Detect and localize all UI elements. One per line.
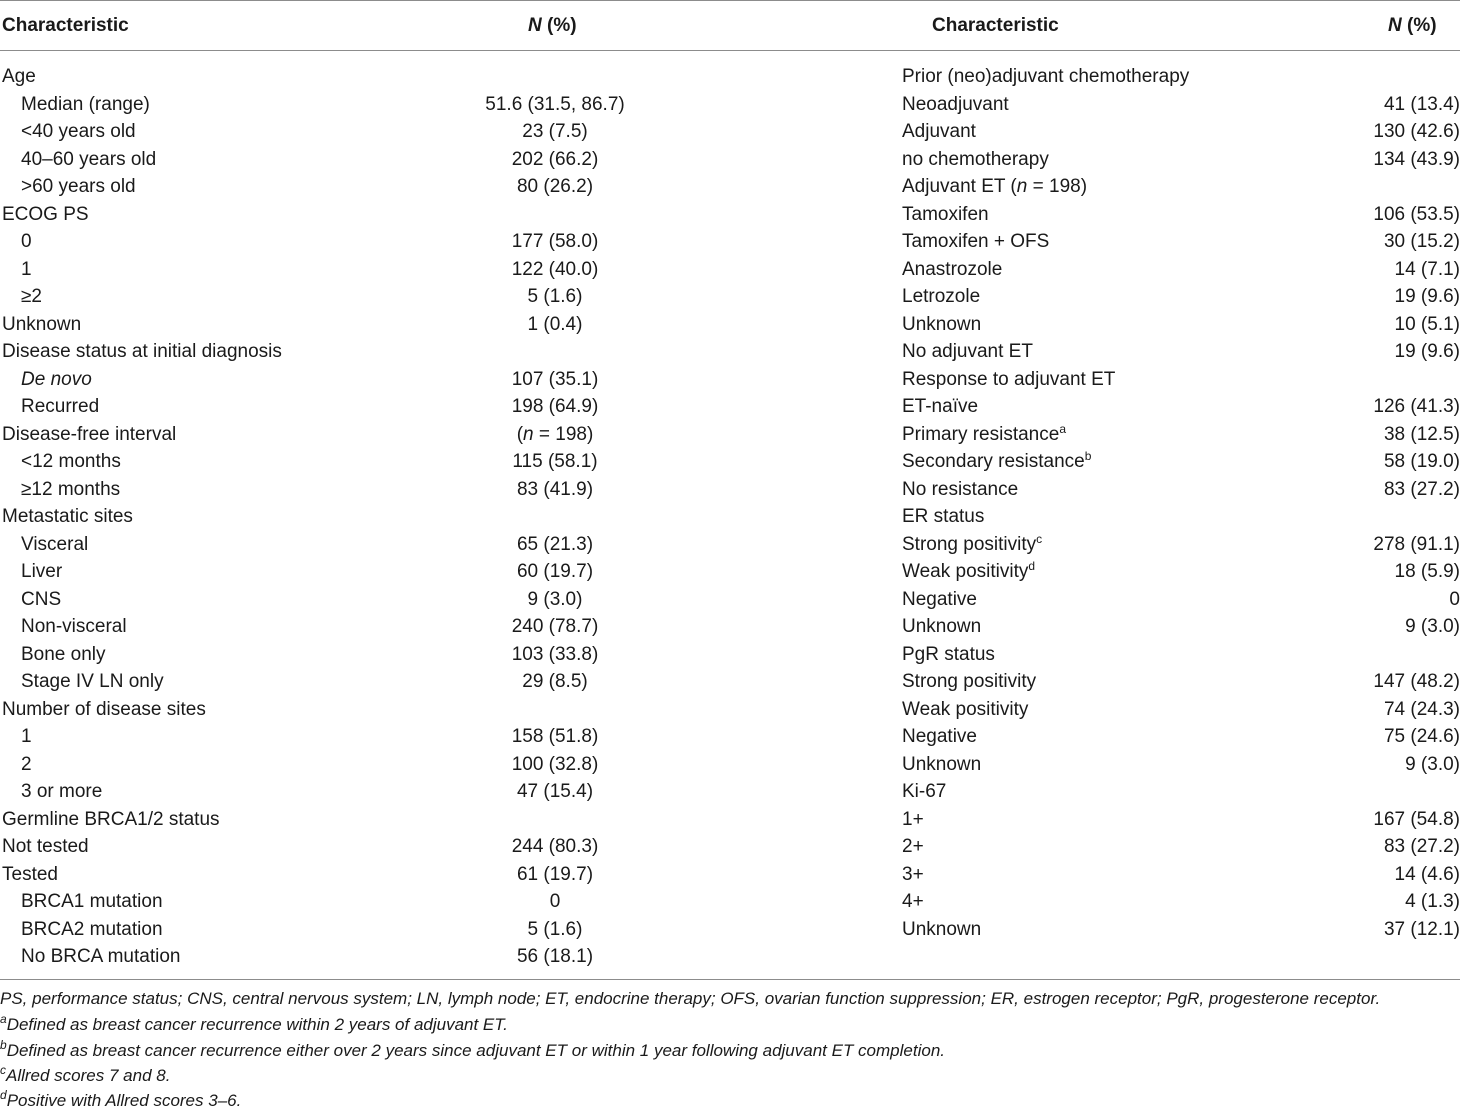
row-label [902, 558, 1035, 586]
row-label [902, 448, 1091, 476]
row-value: 19 (9.6) [1394, 341, 1460, 362]
row-label [902, 146, 1049, 174]
row-label: Unknown [2, 313, 82, 335]
row-value: 29 (8.5) [522, 671, 588, 692]
row-label: Germline BRCA1/2 status [2, 808, 220, 830]
row-label [902, 778, 946, 806]
left-n-header: N (%) [528, 15, 577, 36]
table-row [0, 668, 1460, 696]
row-label [902, 613, 981, 641]
table-row [0, 586, 1460, 614]
row-value: 5 (1.6) [527, 286, 583, 307]
row-label [902, 366, 1115, 394]
label-text: no chemotherapy [902, 148, 1049, 170]
row-value: 107 (35.1) [511, 368, 599, 390]
row-value: 23 (7.5) [522, 121, 588, 142]
label-text: Unknown [902, 616, 982, 637]
row-value: 58 (19.0) [1383, 451, 1460, 472]
row-value: 75 (24.6) [1383, 726, 1460, 747]
row-value: 61 (19.7) [516, 863, 594, 885]
row-value: 83 (27.2) [1383, 478, 1460, 500]
row-label [902, 173, 1087, 201]
table-top-rule [0, 0, 1460, 1]
label-text: Unknown [902, 313, 982, 335]
row-value: 4 (1.3) [1405, 891, 1460, 912]
table-row [0, 118, 1460, 146]
row-label: Stage IV LN only [21, 671, 164, 692]
footnote-marker: a [1059, 421, 1067, 436]
table-row [0, 63, 1460, 91]
row-label: <40 years old [21, 121, 136, 142]
row-label [902, 586, 977, 614]
row-value: 1 (0.4) [527, 313, 583, 335]
label-text: Anastrozole [902, 258, 1003, 280]
row-value: 278 (91.1) [1373, 533, 1460, 555]
row-value: 19 (9.6) [1394, 286, 1460, 307]
label-text: Primary resistance [902, 423, 1060, 445]
label-text: Weak positivity [902, 698, 1029, 720]
table-row [0, 833, 1460, 861]
row-label: >60 years old [21, 176, 136, 197]
row-value: 65 (21.3) [516, 533, 594, 555]
row-value: 177 (58.0) [511, 231, 599, 252]
label-text: 3+ [902, 863, 924, 885]
row-label: 3 or more [21, 781, 103, 802]
row-label: Non-visceral [21, 616, 127, 637]
table-row [0, 311, 1460, 339]
row-value: 47 (15.4) [516, 781, 594, 802]
row-label: <12 months [21, 451, 121, 472]
row-value: 83 (41.9) [516, 478, 594, 500]
row-label [902, 256, 1002, 284]
right-characteristic-header: Characteristic [932, 15, 1059, 36]
row-value: 106 (53.5) [1373, 203, 1460, 225]
row-value: 74 (24.3) [1383, 698, 1460, 720]
row-value: 80 (26.2) [516, 176, 594, 197]
right-n-header: N (%) [1388, 15, 1437, 36]
label-text: ET-naïve [902, 396, 979, 417]
row-label [902, 916, 981, 944]
row-label: CNS [21, 588, 62, 610]
table-row [0, 283, 1460, 311]
label-text: 1+ [902, 808, 924, 830]
footnote-marker: b [1084, 449, 1092, 463]
footnote-d: $^d$Positive with Allred scores 3–6. [0, 1088, 242, 1110]
row-label [902, 421, 1066, 449]
row-label [902, 833, 924, 861]
label-prefix: Adjuvant ET ( [902, 176, 1017, 197]
label-text: 2+ [902, 836, 924, 857]
row-label [902, 531, 1042, 559]
row-label: Disease-free interval [2, 423, 177, 445]
row-label [902, 861, 924, 889]
row-value: 115 (58.1) [512, 451, 598, 472]
row-value: 38 (12.5) [1383, 423, 1460, 445]
table-row [0, 916, 1460, 944]
row-value: 167 (54.8) [1373, 808, 1460, 830]
label-text: Tamoxifen [902, 203, 989, 225]
row-label [902, 888, 924, 916]
table-row [0, 228, 1460, 256]
row-label: ≥12 months [21, 478, 121, 500]
table-header-rule [0, 50, 1460, 51]
table-row [0, 366, 1460, 394]
table-row [0, 201, 1460, 229]
row-label [902, 668, 1036, 696]
label-text: ER status [902, 506, 985, 527]
row-label: 1 [21, 726, 32, 747]
row-value: 100 (32.8) [511, 753, 599, 775]
row-label [902, 806, 924, 834]
row-value: 130 (42.6) [1373, 121, 1460, 142]
value-prefix: ( [516, 423, 524, 445]
row-label: Disease status at initial diagnosis [2, 341, 282, 362]
row-label: BRCA2 mutation [21, 918, 163, 940]
row-label [902, 696, 1028, 724]
label-text: Tamoxifen + OFS [902, 231, 1050, 252]
row-label: ≥2 [21, 286, 42, 307]
value-italic: n [523, 423, 534, 445]
row-label [902, 228, 1049, 256]
label-suffix: = 198) [1027, 176, 1088, 197]
row-label: BRCA1 mutation [21, 891, 163, 912]
table-row [0, 696, 1460, 724]
label-text: Response to adjuvant ET [902, 368, 1116, 390]
row-value: 41 (13.4) [1383, 93, 1460, 115]
row-value: 9 (3.0) [1405, 753, 1460, 775]
label-text: 4+ [902, 891, 924, 912]
row-label: ECOG PS [2, 203, 89, 225]
row-value: 0 [1449, 588, 1460, 610]
label-text: Unknown [902, 753, 982, 775]
row-value: 134 (43.9) [1373, 148, 1460, 170]
row-value: 0 [549, 891, 561, 912]
row-value: 14 (4.6) [1394, 863, 1460, 885]
row-label [902, 503, 984, 531]
row-label: Recurred [21, 396, 100, 417]
row-value: 240 (78.7) [511, 616, 599, 637]
row-label [902, 283, 980, 311]
row-label [902, 311, 981, 339]
row-label: Age [2, 66, 36, 87]
label-text: Negative [902, 588, 977, 610]
row-label [902, 393, 978, 421]
table-row [0, 641, 1460, 669]
row-label: Metastatic sites [2, 506, 133, 527]
table-row [0, 338, 1460, 366]
table-row [0, 421, 1460, 449]
footnote-abbreviations: PS, performance status; CNS, central nervous system; LN, lymph node; ET, endocrine therapy; OFS, ovarian function suppression; ER, estrogen receptor; PgR, progesterone receptor. [0, 989, 1381, 1008]
row-value: 10 (5.1) [1394, 313, 1460, 335]
label-text: No resistance [902, 478, 1019, 500]
row-label [902, 91, 1009, 119]
left-characteristic-header: Characteristic [2, 15, 129, 36]
table-row [0, 778, 1460, 806]
table-row [0, 476, 1460, 504]
label-text: Strong positivity [902, 671, 1037, 692]
table-row [0, 723, 1460, 751]
row-value: 30 (15.2) [1383, 231, 1460, 252]
table-row [0, 861, 1460, 889]
row-value: 9 (3.0) [527, 588, 583, 610]
row-label [902, 476, 1018, 504]
row-label: Median (range) [21, 93, 150, 115]
table-row [0, 146, 1460, 174]
table-row [0, 393, 1460, 421]
row-label: Not tested [2, 836, 89, 857]
row-value: 14 (7.1) [1394, 258, 1460, 280]
label-text: Prior (neo)adjuvant chemotherapy [902, 66, 1190, 87]
row-value: 147 (48.2) [1373, 671, 1460, 692]
value-suffix: = 198) [533, 423, 594, 445]
row-value: 9 (3.0) [1405, 616, 1460, 637]
row-label [902, 751, 981, 779]
label-text: Ki-67 [902, 781, 947, 802]
table-bottom-rule [0, 979, 1460, 980]
row-label: Visceral [21, 533, 89, 555]
row-label: Tested [2, 863, 58, 885]
label-text: Strong positivity [902, 533, 1037, 555]
row-value: 126 (41.3) [1373, 396, 1460, 417]
table-row [0, 751, 1460, 779]
row-value: 122 (40.0) [511, 258, 599, 280]
row-label [902, 118, 976, 146]
table-row [0, 531, 1460, 559]
row-value: 5 (1.6) [527, 918, 583, 940]
row-value: 37 (12.1) [1383, 918, 1460, 940]
footnote-b: $^b$Defined as breast cancer recurrence either over 2 years since adjuvant ET or within 1 year following adjuvant ET completion. [0, 1038, 945, 1060]
label-text: Letrozole [902, 286, 981, 307]
table-row [0, 91, 1460, 119]
row-value: 244 (80.3) [511, 836, 599, 857]
row-value: 51.6 (31.5, 86.7) [485, 93, 625, 115]
table-row [0, 503, 1460, 531]
row-label [902, 201, 989, 229]
row-value: 60 (19.7) [516, 561, 594, 582]
table-row [0, 558, 1460, 586]
row-value: 198 (64.9) [511, 396, 599, 417]
label-text: Neoadjuvant [902, 93, 1009, 115]
row-label [902, 723, 977, 751]
footnote-c: $^c$Allred scores 7 and 8. [0, 1063, 171, 1085]
table-row [0, 943, 720, 971]
label-text: Unknown [902, 918, 982, 940]
row-value: 83 (27.2) [1383, 836, 1460, 857]
label-text: Negative [902, 726, 977, 747]
row-label: Bone only [21, 643, 106, 665]
table-row [0, 806, 1460, 834]
footnote-a: $^a$Defined as breast cancer recurrence within 2 years of adjuvant ET. [0, 1012, 508, 1034]
table-row [0, 256, 1460, 284]
row-label [902, 641, 995, 669]
row-label: Number of disease sites [2, 698, 206, 720]
row-label [902, 63, 1189, 91]
table-row [0, 888, 1460, 916]
row-label [902, 338, 1033, 366]
table-row [0, 448, 1460, 476]
label-text: Weak positivity [902, 561, 1029, 582]
row-value: 158 (51.8) [511, 726, 599, 747]
label-text: Secondary resistance [902, 451, 1085, 472]
row-label: Liver [21, 561, 63, 582]
table-row [0, 173, 1460, 201]
row-value: 18 (5.9) [1394, 561, 1460, 582]
row-label: 2 [21, 753, 32, 775]
label-text: No adjuvant ET [902, 341, 1033, 362]
row-label: 40–60 years old [21, 148, 157, 170]
row-label: 1 [21, 258, 32, 280]
row-value: 56 (18.1) [516, 946, 594, 967]
footnote-marker: d [1028, 559, 1036, 573]
label-text: Adjuvant [902, 121, 976, 142]
row-value: 202 (66.2) [511, 148, 599, 170]
footnote-marker: c [1036, 531, 1043, 546]
row-label: No BRCA mutation [21, 946, 181, 967]
label-text: PgR status [902, 643, 995, 665]
table-row [0, 613, 1460, 641]
label-italic: n [1016, 176, 1028, 197]
row-label: 0 [21, 231, 32, 252]
row-value: 103 (33.8) [511, 643, 599, 665]
row-label: De novo [21, 368, 92, 390]
